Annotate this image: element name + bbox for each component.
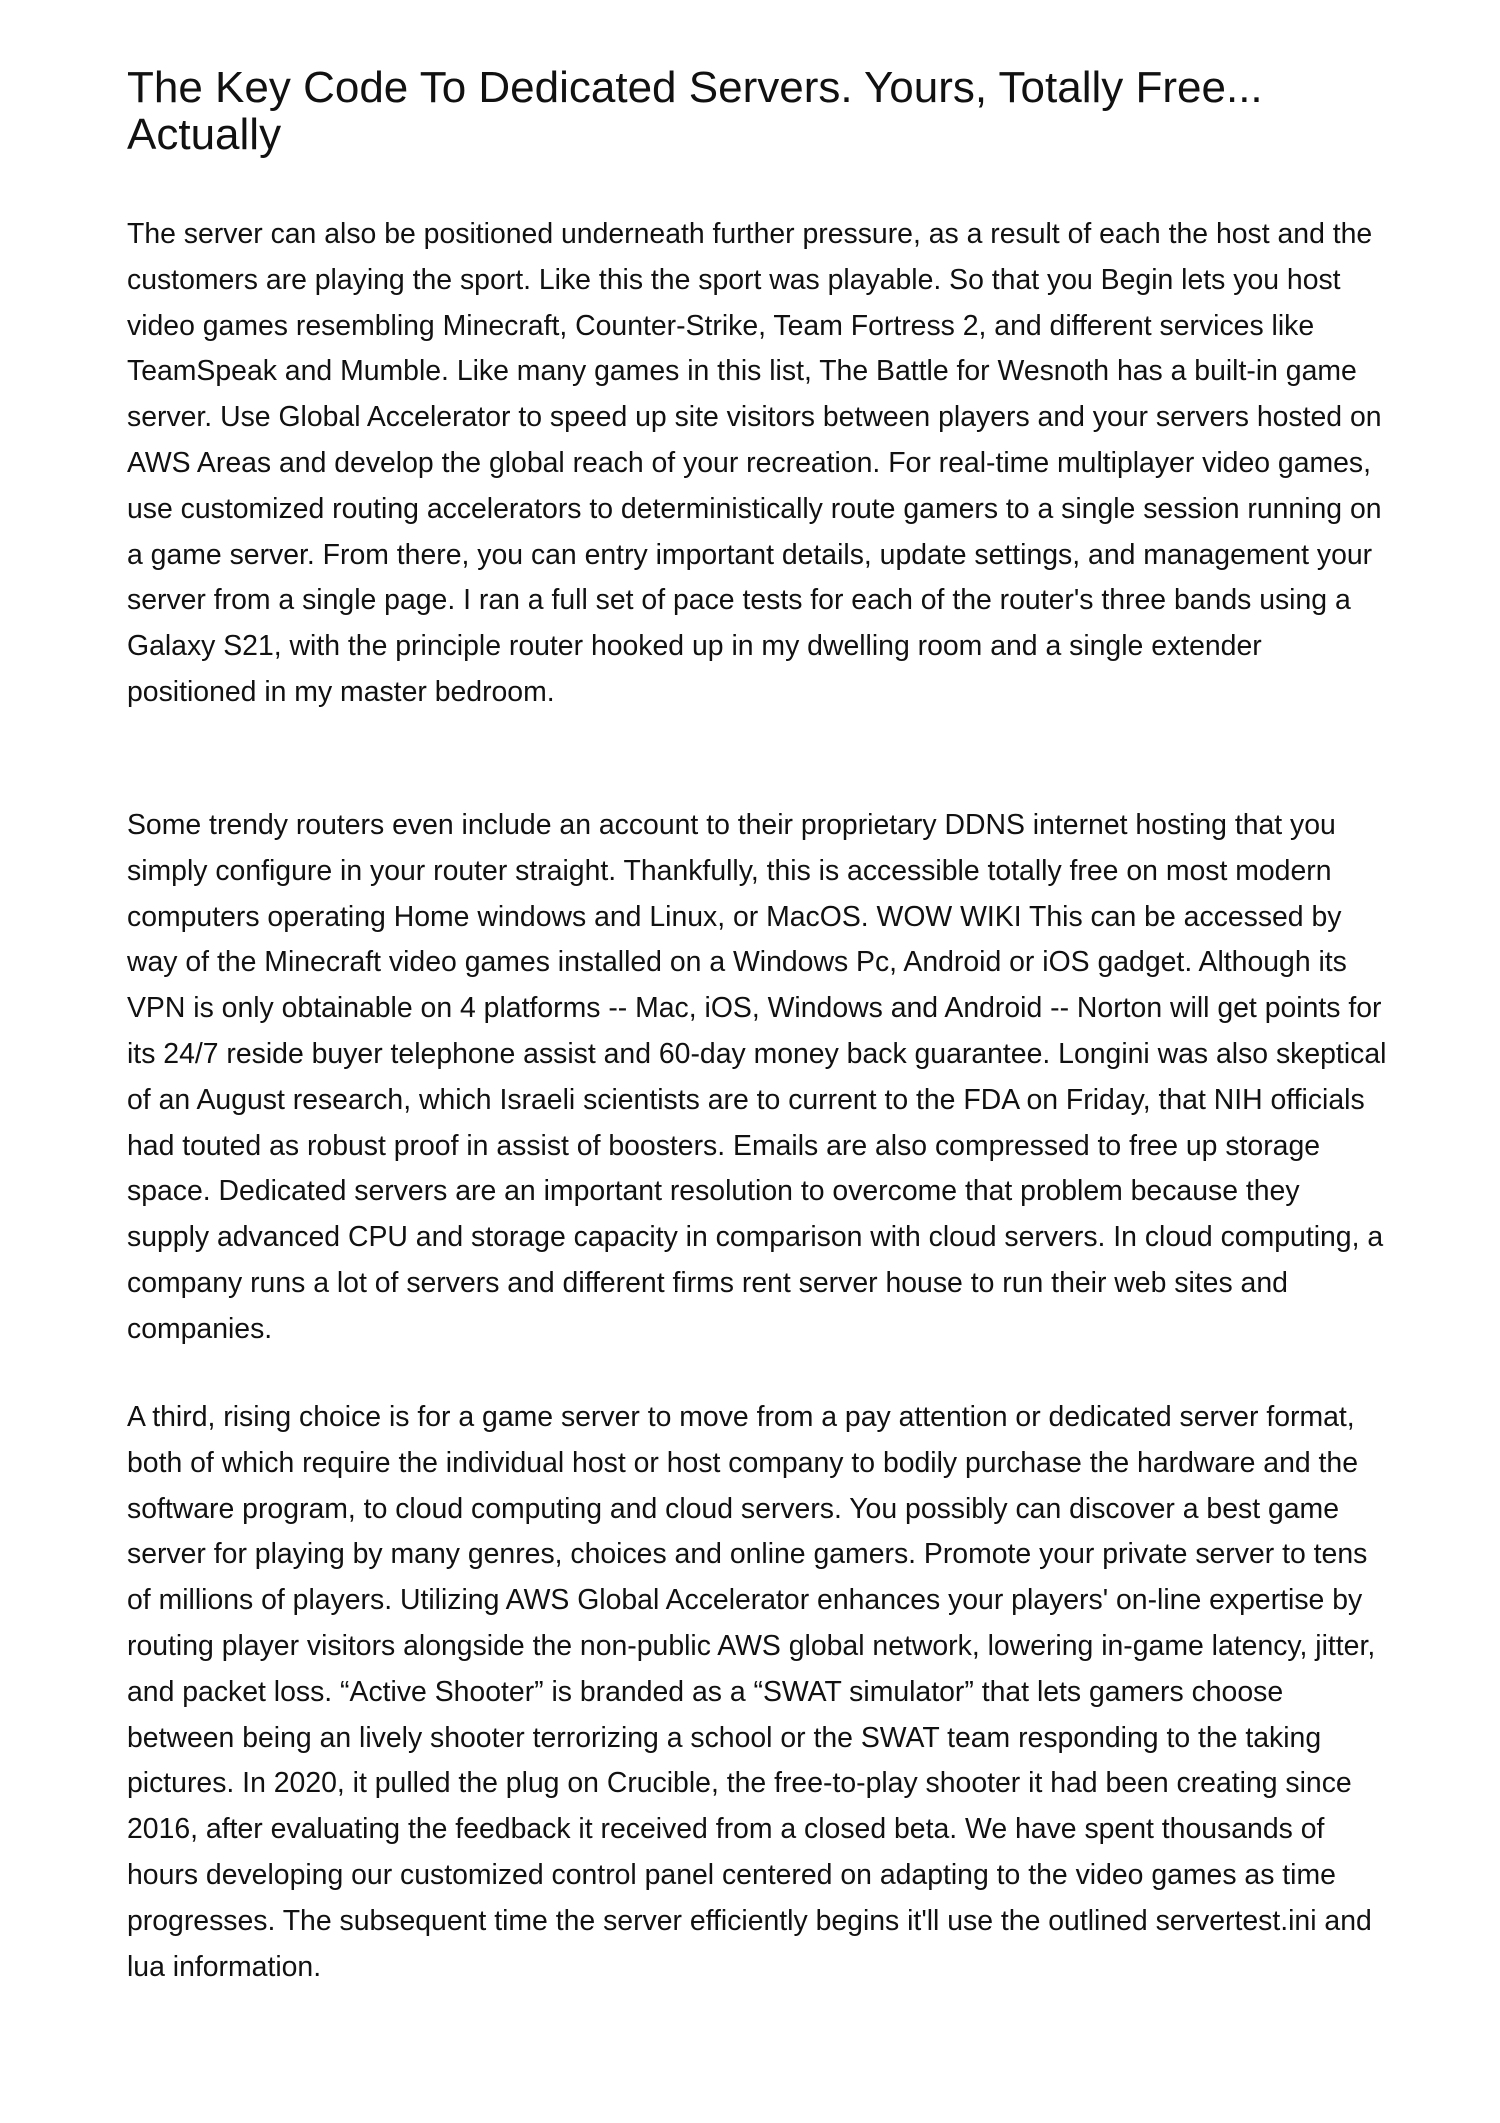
document-page [127,63,1387,1983]
paragraph-1: The server can also be positioned underneath further pressure, as a result of each the host and the customers are playing the sport. Like this the sport was playable. So that you Begin lets you host video games resembling Minecraft, Counter-Strike, Team Fortress 2, and different services like TeamSpeak and Mumble. Like many games in this list, The Battle for Wesnoth has a built-in game server. Use Global Accelerator to speed up site visitors between players and your servers hosted on AWS Areas and develop the global reach of your recreation. For real-time multiplayer video games, use customized routing accelerators to deterministically route gamers to a single session running on a game server. From there, you can entry important details, update settings, and management your server from a single page. I ran a full set of pace tests for each of the router's three bands using a Galaxy S21, with the principle router hooked up in my dwelling room and a single extender positioned in my master bedroom. [127,218,1382,708]
page-title: The Key Code To Dedicated Servers. Yours, Totally Free... Actually [127,63,1263,159]
paragraph-2: Some trendy routers even include an account to their proprietary DDNS internet hosting that you simply configure in your router straight. Thankfully, this is accessible totally free on most modern computers operating Home windows and Linux, or MacOS. WOW WIKI This can be accessed by way of the Minecraft video games installed on a Windows Pc, Android or iOS gadget. Although its VPN is only obtainable on 4 platforms -- Mac, iOS, Windows and Android -- Norton will get points for its 24/7 reside buyer telephone assist and 60-day money back guarantee. Longini was also skeptical of an August research, which Israeli scientists are to current to the FDA on Friday, that NIH officials had touted as robust proof in assist of boosters. Emails are also compressed to free up storage space. Dedicated servers are an important resolution to overcome that problem because they supply advanced CPU and storage capacity in comparison with cloud servers. In cloud computing, a company runs a lot of servers and different firms rent server house to run their web sites and companies. [127,809,1387,1345]
paragraph-3: A third, rising choice is for a game server to move from a pay attention or dedicated server format, both of which require the individual host or host company to bodily purchase the hardware and the software program, to cloud computing and cloud servers. You possibly can discover a best game server for playing by many genres, choices and online gamers. Promote your private server to tens of millions of players. Utilizing AWS Global Accelerator enhances your players' on-line expertise by routing player visitors alongside the non-public AWS global network, lowering in-game latency, jitter, and packet loss. “Active Shooter” is branded as a “SWAT simulator” that lets gamers choose between being an lively shooter terrorizing a school or the SWAT team responding to the taking pictures. In 2020, it pulled the plug on Crucible, the free-to-play shooter it had been creating since 2016, after evaluating the feedback it received from a closed beta. We have spent thousands of hours developing our customized control panel centered on adapting to the video games as time progresses. The subsequent time the server efficiently begins it'll use the outlined servertest.ini and lua information. [127,1401,1376,1983]
